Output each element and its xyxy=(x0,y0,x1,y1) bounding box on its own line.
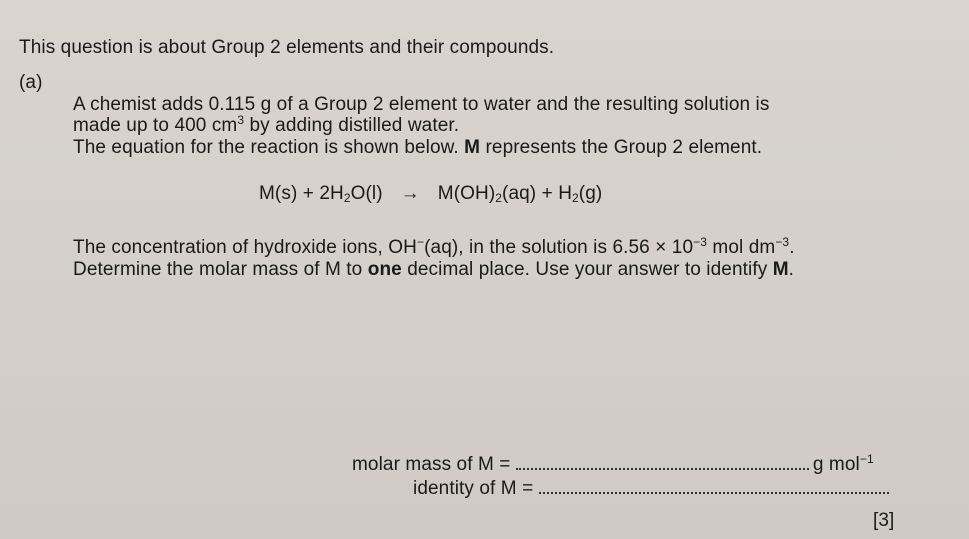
determine-part: decimal place. Use your answer to identify xyxy=(401,259,773,280)
molar-mass-label: molar mass of M = xyxy=(352,454,516,475)
marks-label: [3] xyxy=(873,510,895,531)
distilled-water-text: by adding distilled water. xyxy=(244,115,460,136)
equation-sub: 2 xyxy=(495,191,503,205)
molar-mass-answer-row xyxy=(352,454,874,476)
equation-rhs: M(OH) xyxy=(437,183,496,204)
element-symbol-bold: M xyxy=(464,137,481,158)
paragraph-2 xyxy=(73,137,762,159)
paragraph-1-line-1: A chemist adds 0.115 g of a Group 2 element to water and the resulting solution is xyxy=(73,94,770,115)
equation-sub: 2 xyxy=(572,191,579,205)
equation-rhs-mid: (aq) + H xyxy=(502,183,573,204)
unit-text: g mol xyxy=(812,454,860,475)
identity-answer-row xyxy=(413,478,889,500)
equation-rhs-tail: (g) xyxy=(578,183,603,204)
conc-part: The concentration of hydroxide ions, OH xyxy=(73,237,417,258)
equation-intro-tail: represents the Group 2 element. xyxy=(480,137,763,158)
identity-answer-field[interactable] xyxy=(539,478,889,494)
determine-bold: one xyxy=(367,259,402,280)
determine-instruction xyxy=(73,259,794,281)
equation-sub: 2 xyxy=(343,191,351,205)
part-label: (a) xyxy=(19,72,43,93)
conc-sup: −3 xyxy=(775,235,790,249)
determine-part: . xyxy=(788,259,795,280)
concentration-text xyxy=(73,237,795,259)
conc-part: mol dm xyxy=(707,237,776,258)
molar-mass-unit xyxy=(809,454,874,475)
reaction-arrow-icon: → xyxy=(400,183,420,204)
conc-sup: − xyxy=(416,235,425,249)
equation-lhs: M(s) + 2H xyxy=(259,183,344,204)
unit-sup: −1 xyxy=(859,452,874,466)
intro-text: This question is about Group 2 elements and their compounds. xyxy=(19,37,555,58)
reaction-equation xyxy=(259,183,602,205)
volume-text: made up to 400 cm xyxy=(73,115,238,136)
determine-part: Determine the molar mass of M to xyxy=(73,259,368,280)
molar-mass-answer-field[interactable] xyxy=(516,454,809,470)
determine-bold: M xyxy=(772,259,789,280)
conc-part: (aq), in the solution is 6.56 × 10 xyxy=(424,237,694,258)
equation-lhs-tail: O(l) xyxy=(350,183,383,204)
conc-sup: −3 xyxy=(693,235,708,249)
volume-unit-sup: 3 xyxy=(237,113,245,127)
equation-intro-text: The equation for the reaction is shown below. xyxy=(73,137,465,158)
paragraph-1-line-2 xyxy=(73,115,459,137)
identity-label: identity of M = xyxy=(413,478,539,499)
conc-part: . xyxy=(789,237,795,258)
